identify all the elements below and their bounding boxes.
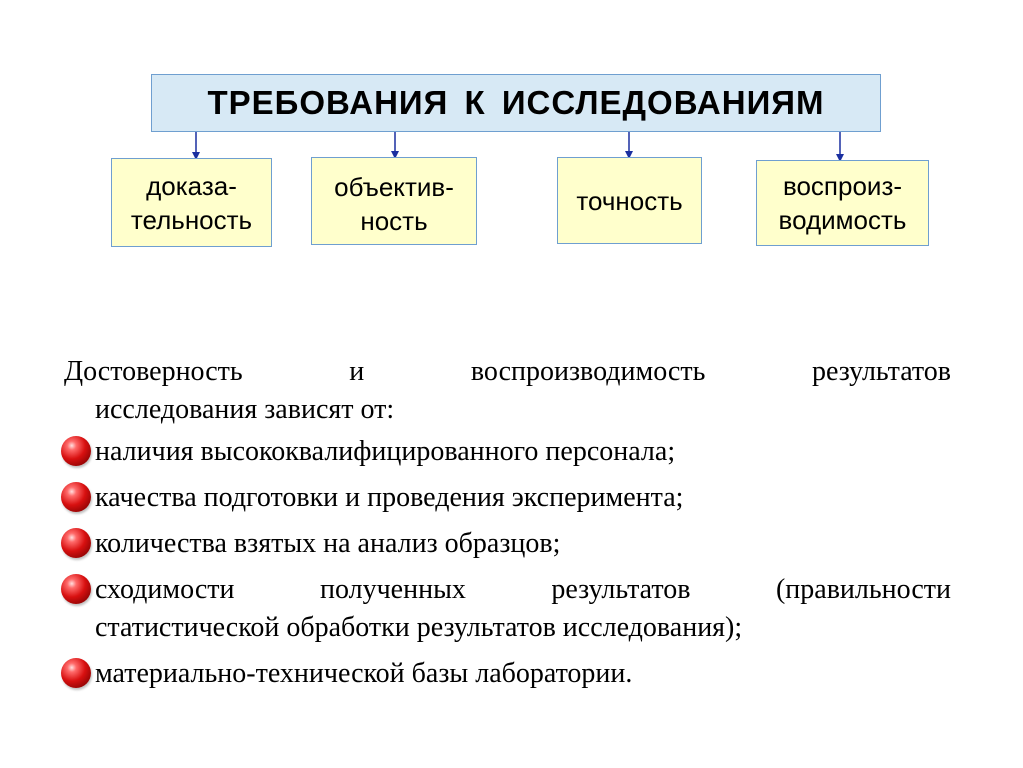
requirement-box-accuracy (557, 157, 702, 244)
list-item (64, 479, 951, 517)
list-item-text: сходимости полученных результатов (правильности (95, 574, 951, 605)
intro-paragraph (64, 353, 951, 429)
requirement-box-objectivity (311, 157, 477, 245)
intro-line: исследования зависят от: (95, 394, 395, 425)
list-item (64, 433, 951, 471)
red-sphere-bullet-icon (61, 574, 91, 604)
intro-line: Достоверность и воспроизводимость результатов (64, 356, 951, 387)
body-text (64, 353, 951, 701)
list-item-text: количества взятых на анализ образцов; (95, 528, 561, 559)
list-item-text: статистической обработки результатов исследования); (95, 612, 743, 643)
requirement-label-line: тельность (130, 204, 253, 235)
red-sphere-bullet-icon (61, 658, 91, 688)
list-item-text: качества подготовки и проведения эксперимента; (95, 482, 684, 513)
red-sphere-bullet-icon (61, 436, 91, 466)
list-item-text: наличия высококвалифицированного персонала; (95, 436, 676, 467)
requirement-box-reproducibility (756, 160, 929, 246)
diagram-title: ТРЕБОВАНИЯ К ИССЛЕДОВАНИЯМ (151, 74, 881, 132)
requirement-box-evidence (111, 158, 272, 247)
requirement-label-line: объектив- (334, 172, 454, 202)
red-sphere-bullet-icon (61, 528, 91, 558)
red-sphere-bullet-icon (61, 482, 91, 512)
requirement-label-line: воспроиз- (782, 171, 903, 201)
list-item (64, 571, 951, 647)
factor-list (64, 433, 951, 693)
requirement-label-line: ность (360, 206, 428, 236)
list-item (64, 655, 951, 693)
list-item-text: материально-технической базы лаборатории. (95, 658, 633, 689)
requirement-label-line: доказа- (146, 170, 237, 201)
requirement-label-line: водимость (778, 205, 907, 235)
list-item (64, 525, 951, 563)
requirement-label-line: точность (576, 185, 683, 216)
